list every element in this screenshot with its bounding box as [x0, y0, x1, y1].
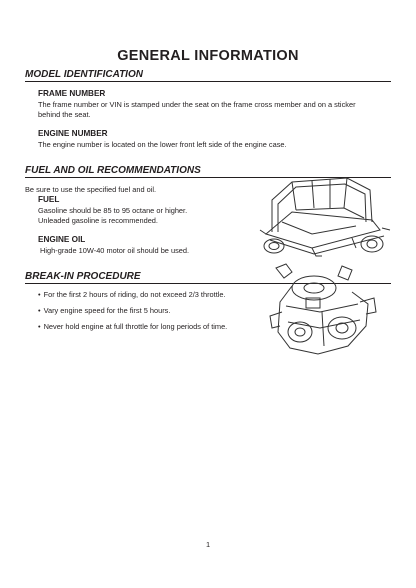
buggy-frame-illustration	[252, 160, 394, 260]
engine-number-title: ENGINE NUMBER	[38, 129, 108, 138]
section-heading-model-identification: MODEL IDENTIFICATION	[25, 69, 143, 80]
section-divider	[25, 81, 391, 82]
engine-number-line-1: The engine number is located on the lower front left side of the engine case.	[38, 140, 287, 149]
break-in-list	[38, 290, 227, 337]
frame-number-line-1: The frame number or VIN is stamped under the seat on the frame cross member and on a sticker	[38, 100, 356, 109]
list-item: • Vary engine speed for the first 5 hours.	[38, 306, 227, 322]
fuel-oil-intro: Be sure to use the specified fuel and oil.	[25, 185, 157, 194]
list-item: • Never hold engine at full throttle for long periods of time.	[38, 322, 227, 338]
engine-illustration	[262, 262, 380, 360]
fuel-line-2: Unleaded gasoline is recommended.	[38, 216, 158, 225]
page-title: GENERAL INFORMATION	[117, 48, 299, 64]
section-heading-break-in: BREAK-IN PROCEDURE	[25, 271, 141, 282]
frame-number-title: FRAME NUMBER	[38, 89, 106, 98]
page-number: 1	[205, 540, 211, 549]
engine-oil-title: ENGINE OIL	[38, 235, 86, 244]
fuel-title: FUEL	[38, 195, 60, 204]
fuel-line-1: Gasoline should be 85 to 95 octane or higher.	[38, 206, 188, 215]
frame-number-line-2: behind the seat.	[38, 110, 91, 119]
section-heading-fuel-oil: FUEL AND OIL RECOMMENDATIONS	[25, 165, 201, 176]
list-item: • For the first 2 hours of riding, do not exceed 2/3 throttle.	[38, 290, 227, 306]
engine-oil-line-1: High-grade 10W-40 motor oil should be used.	[38, 246, 190, 255]
